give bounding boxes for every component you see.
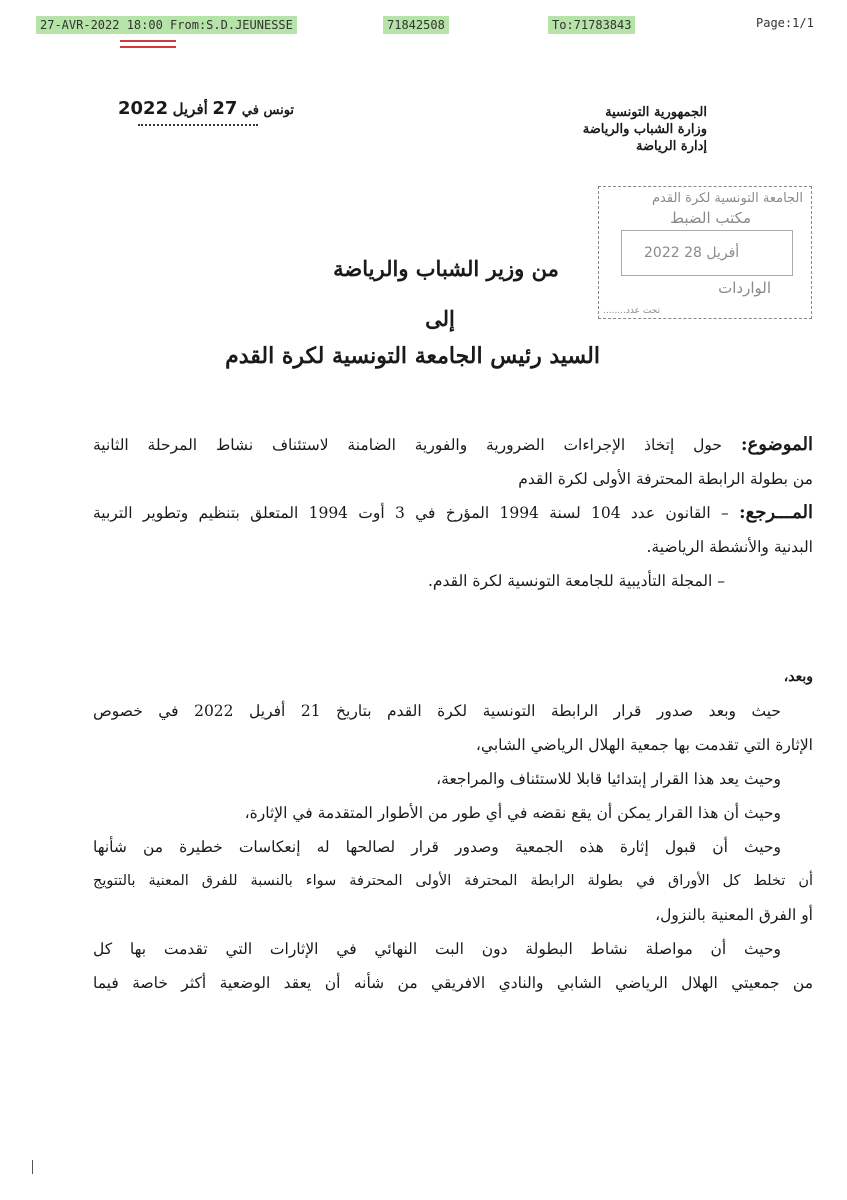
subject-line-2: من بطولة الرابطة المحترفة الأولى لكرة القدم [518, 470, 813, 488]
stamp-number-label: تحت عدد [625, 306, 661, 316]
body-line: أن تخلط كل الأوراق في بطولة الرابطة المحترفة الأولى المحترفة سواء بالنسبة للفرق المعنية بالتتويج [93, 873, 813, 889]
stamp-org: الجامعة التونسية لكرة القدم [652, 191, 803, 206]
red-underline [120, 46, 176, 48]
to-word: إلى [425, 306, 455, 331]
reference-text-1: – القانون عدد 104 لسنة 1994 المؤرخ في 3 أوت 1994 المتعلق بتنظيم وتطوير التربية [93, 504, 729, 522]
body-line: الإثارة التي تقدمت بها جمعية الهلال الرياضي الشابي، [475, 736, 813, 754]
fax-timestamp-from: 27-AVR-2022 18:00 From:S.D.JEUNESSE [36, 16, 297, 34]
red-underline [120, 40, 176, 42]
body-line: وحيث يعد هذا القرار إبتدائيا قابلا للاستئناف والمراجعة، [436, 770, 781, 788]
stamp-type: الواردات [718, 279, 771, 297]
reference-line-3: – المجلة التأديبية للجامعة التونسية لكرة القدم. [427, 572, 725, 590]
subject-label: الموضوع: [740, 434, 813, 455]
date-month: أفريل [172, 100, 208, 118]
body-line: وحيث أن هذا القرار يمكن أن يقع نقضه في أي طور من الأطوار المتقدمة في الإثارة، [244, 804, 781, 822]
stamp-office: مكتب الضبط [670, 209, 751, 227]
subject-line-1 [93, 428, 813, 462]
fax-header [0, 12, 847, 38]
reference-line-1 [93, 496, 813, 530]
reference-label: المـــرجع: [739, 502, 813, 523]
fax-page: Page:1/1 [756, 16, 814, 30]
stamp-number-dots: ........ [603, 306, 626, 316]
body-line: وحيث أن قبول إثارة هذه الجمعية وصدور قرار لصالحها له إنعكاسات خطيرة من شأنها [93, 838, 781, 856]
greeting: وبعد، [783, 669, 813, 685]
date-day: 27 [212, 98, 238, 119]
letterhead [507, 104, 707, 155]
reference-line-2: البدنية والأنشطة الرياضية. [646, 538, 813, 556]
recipient-title: السيد رئيس الجامعة التونسية لكرة القدم [225, 343, 600, 369]
subject-text-1: حول إتخاذ الإجراءات الضرورية والفورية الضامنة لاستئناف نشاط المرحلة الثانية [93, 436, 722, 454]
stamp-date-box [621, 230, 793, 276]
receipt-stamp [598, 186, 812, 319]
letterhead-line-3: إدارة الرياضة [636, 139, 707, 154]
body-line: من جمعيتي الهلال الرياضي الشابي والنادي الافريقي من شأنه أن يعقد الوضعية أكثر خاصة فيما [93, 974, 813, 992]
date-dotted-line [138, 124, 258, 126]
fax-to: To:71783843 [548, 16, 635, 34]
body-line: حيث وبعد صدور قرار الرابطة التونسية لكرة القدم بتاريخ 21 أفريل 2022 في خصوص [93, 702, 781, 720]
date-year: 2022 [118, 98, 169, 119]
stamp-number [603, 306, 660, 316]
date-line [118, 98, 294, 119]
letterhead-line-2: وزارة الشباب والرياضة [582, 122, 707, 137]
sender-title: من وزير الشباب والرياضة [333, 256, 559, 281]
stamp-date: 2022 أفريل 28 [644, 245, 740, 261]
fax-number: 71842508 [383, 16, 449, 34]
body-line: وحيث أن مواصلة نشاط البطولة دون البت النهائي في الإثارات التي تقدمت بها كل [93, 940, 781, 958]
letterhead-line-1: الجمهورية التونسية [605, 105, 707, 120]
page-edge-mark [32, 1160, 33, 1174]
body-line: أو الفرق المعنية بالنزول، [655, 906, 813, 924]
letter-body [93, 660, 813, 1000]
subject-block [93, 428, 813, 598]
date-prefix: تونس في [241, 103, 295, 118]
